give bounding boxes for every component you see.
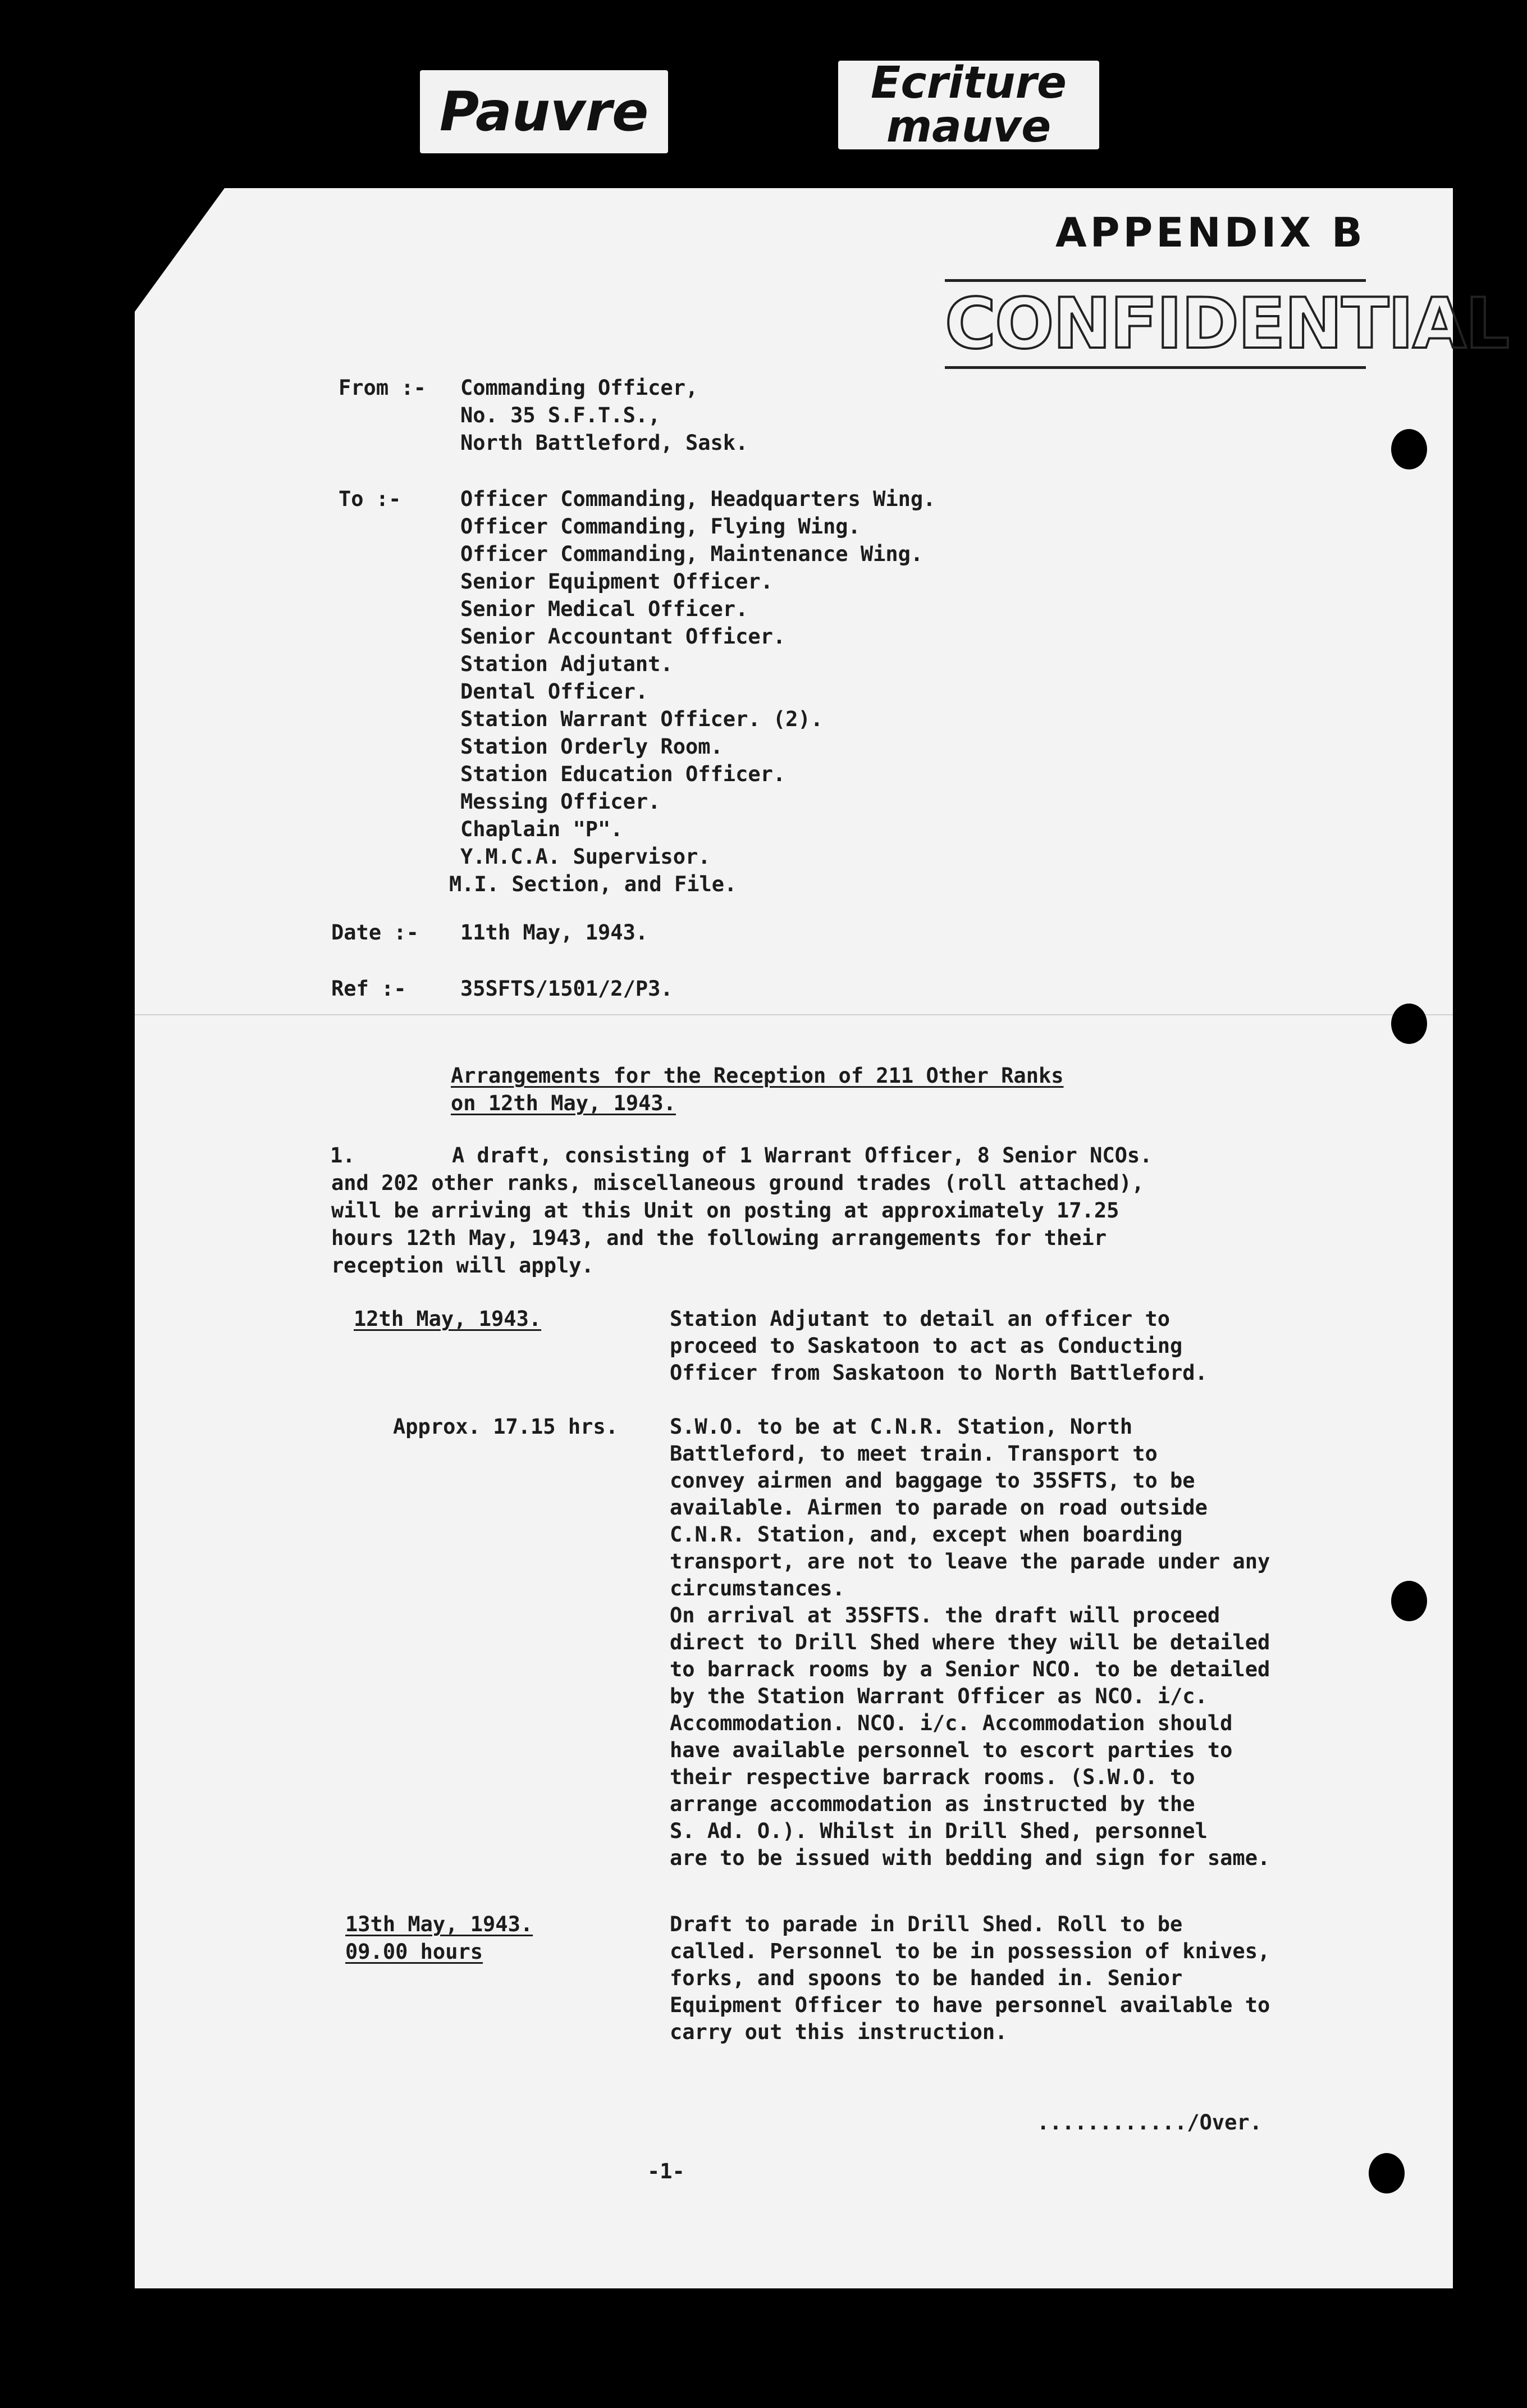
paragraph-line: will be arriving at this Unit on posting at approximately 17.25 <box>331 1198 1119 1223</box>
from-line: North Battleford, Sask. <box>460 431 748 455</box>
from-line: No. 35 S.F.T.S., <box>460 403 661 427</box>
schedule-time: Approx. 17.15 hrs. <box>393 1415 618 1439</box>
over-indicator: ............/Over. <box>1037 2110 1262 2135</box>
paragraph-line: hours 12th May, 1943, and the following arrangements for their <box>331 1226 1107 1250</box>
to-line: Chaplain "P". <box>460 817 623 841</box>
to-line: Y.M.C.A. Supervisor. <box>460 845 711 869</box>
paragraph-line: and 202 other ranks, miscellaneous ground trades (roll attached), <box>331 1171 1144 1195</box>
to-line: Senior Accountant Officer. <box>460 624 786 649</box>
date-label: Date :- <box>331 920 419 945</box>
appendix-label: APPENDIX B <box>1055 209 1366 256</box>
schedule-time: 09.00 hours <box>345 1940 483 1964</box>
to-label: To :- <box>339 487 401 511</box>
schedule-text: S.W.O. to be at C.N.R. Station, North Battleford, to meet train. Transport to convey airmen and baggage to 35SFTS, to be available. Airmen to parade on road outside C.N.R. Station, and, except when boarding transport, are not to leave the parade under any circumstances. On arrival at 35SFTS. the draft will proceed direct to Drill Shed where they will be detailed to barrack rooms by a Senior NCO. to be detailed by the Station Warrant Officer as NCO. i/c. Accommodation. NCO. i/c. Accommodation should have available personnel to escort parties to their respective barrack rooms. (S.W.O. to arrange accommodation as instructed by the S. Ad. O.). Whilst in Drill Shed, personnel are to be issued with bedding and sign for same. <box>670 1415 1270 1870</box>
date-value: 11th May, 1943. <box>460 920 648 945</box>
paragraph-line: reception will apply. <box>331 1253 594 1278</box>
page-number: -1- <box>647 2159 685 2183</box>
to-line: Officer Commanding, Maintenance Wing. <box>460 542 923 566</box>
from-line: Commanding Officer, <box>460 376 698 400</box>
to-line: M.I. Section, and File. <box>449 872 737 896</box>
confidential-stamp: CONFIDENTIAL <box>945 279 1366 369</box>
paragraph-line: A draft, consisting of 1 Warrant Officer, 8 Senior NCOs. <box>452 1143 1153 1167</box>
page-fold-line <box>135 1014 1453 1015</box>
to-line: Senior Equipment Officer. <box>460 569 773 594</box>
punch-hole-icon <box>1369 2153 1405 2193</box>
subject-line: on 12th May, 1943. <box>451 1091 676 1115</box>
schedule-text: Draft to parade in Drill Shed. Roll to be called. Personnel to be in possession of knives, forks, and spoons to be handed in. Senior Equipment Officer to have personnel available to carry out this instruction. <box>670 1912 1270 2044</box>
punch-hole-icon <box>1391 1581 1427 1621</box>
to-line: Senior Medical Officer. <box>460 597 748 621</box>
punch-hole-icon <box>1391 429 1427 469</box>
to-line: Messing Officer. <box>460 790 661 814</box>
to-line: Station Orderly Room. <box>460 735 723 759</box>
subject-line: Arrangements for the Reception of 211 Other Ranks <box>451 1064 1064 1088</box>
handwritten-label-line1: Ecriture <box>871 58 1067 108</box>
to-line: Station Education Officer. <box>460 762 786 786</box>
to-line: Officer Commanding, Headquarters Wing. <box>460 487 936 511</box>
handwritten-label-line2: mauve <box>886 102 1051 152</box>
punch-hole-icon <box>1391 1004 1427 1044</box>
ref-label: Ref :- <box>331 977 406 1001</box>
from-label: From :- <box>339 376 426 400</box>
schedule-date: 13th May, 1943. <box>345 1912 533 1936</box>
handwritten-label-pauvre: Pauvre <box>420 70 668 153</box>
to-line: Officer Commanding, Flying Wing. <box>460 514 861 539</box>
to-line: Dental Officer. <box>460 679 648 704</box>
schedule-text: Station Adjutant to detail an officer to proceed to Saskatoon to act as Conducting Officer from Saskatoon to North Battleford. <box>670 1307 1208 1385</box>
ref-value: 35SFTS/1501/2/P3. <box>460 977 673 1001</box>
schedule-date: 12th May, 1943. <box>354 1307 542 1331</box>
to-line: Station Warrant Officer. (2). <box>460 707 824 731</box>
torn-corner <box>135 188 225 312</box>
paragraph-number: 1. <box>330 1143 355 1167</box>
handwritten-label-ecriture-mauve <box>838 58 1099 152</box>
to-line: Station Adjutant. <box>460 652 673 676</box>
